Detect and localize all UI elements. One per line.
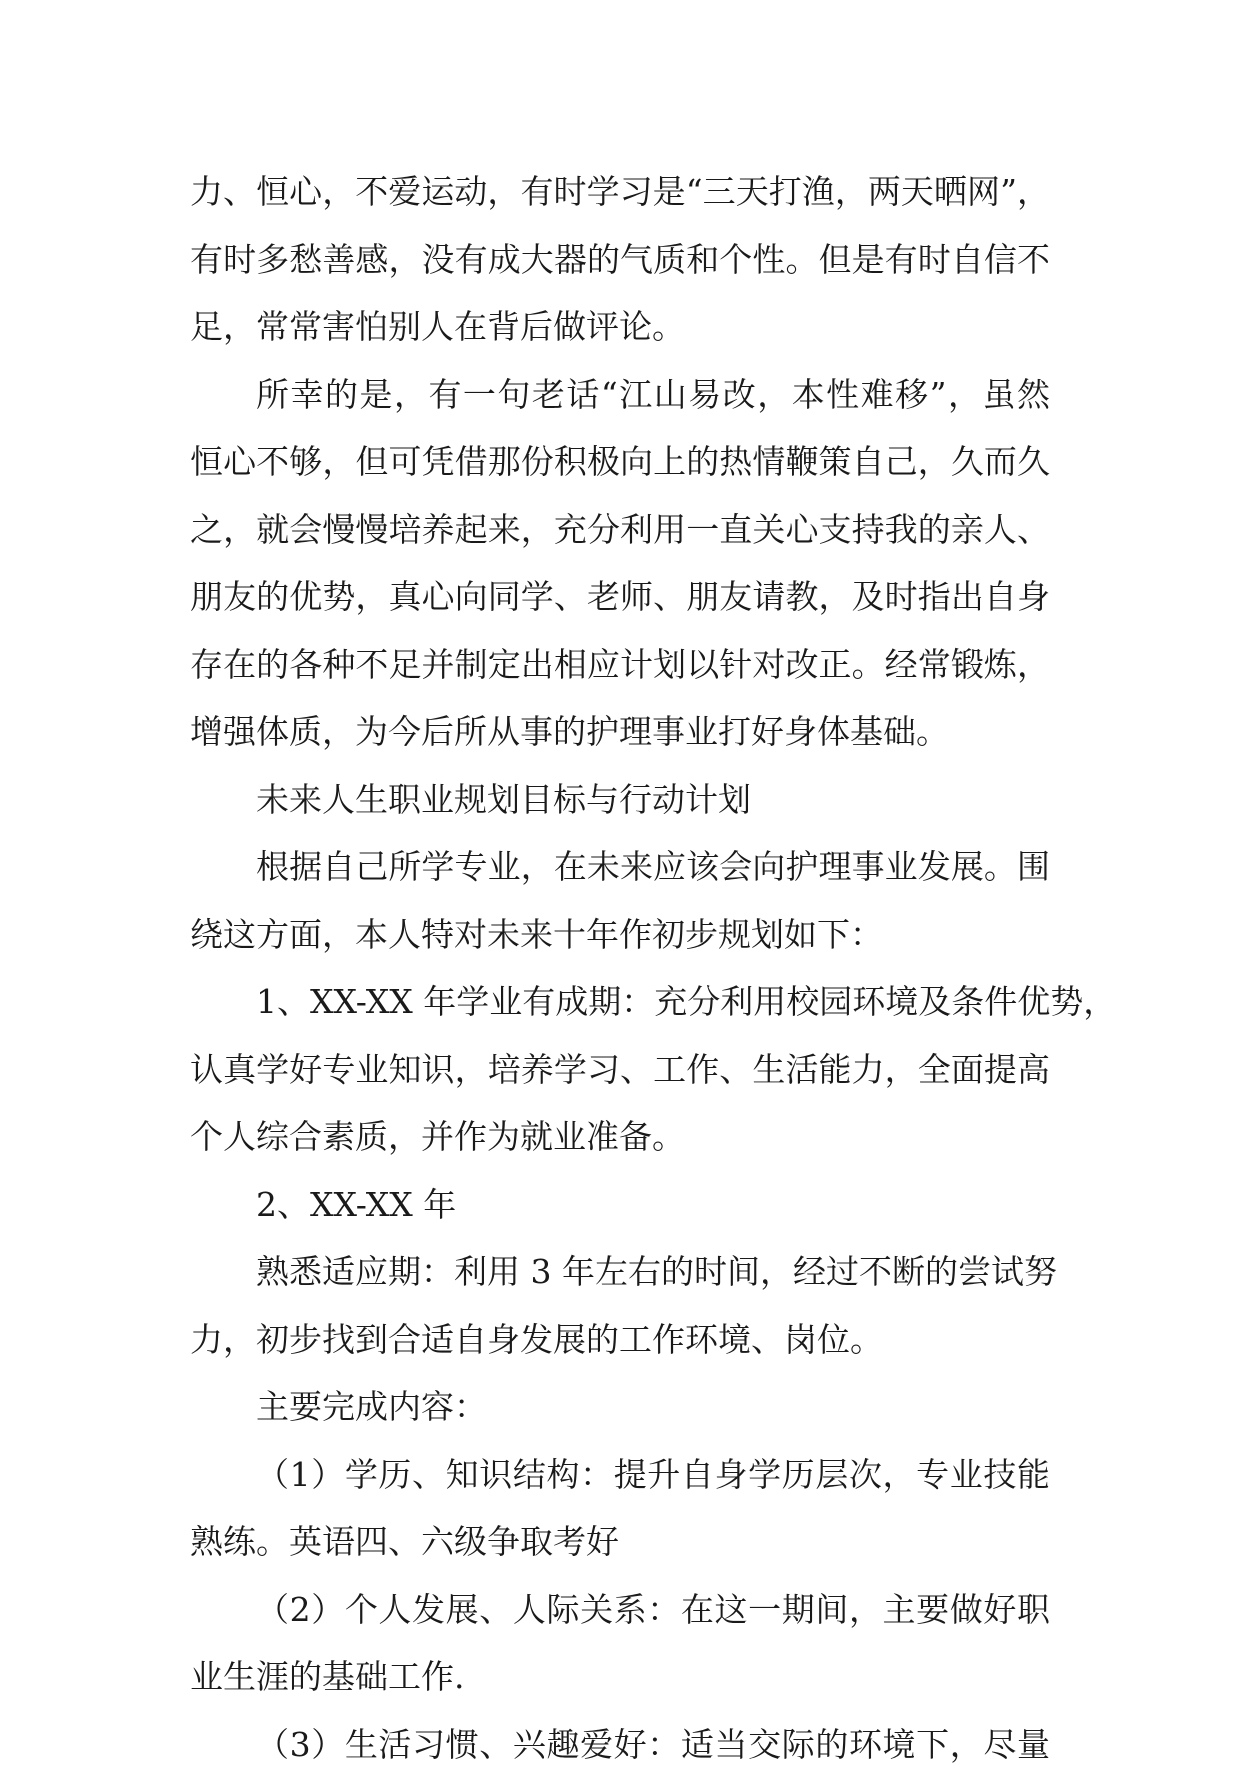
text-line: 2、XX-XX 年 — [190, 1171, 1050, 1239]
text-line: 未来人生职业规划目标与行动计划 — [190, 766, 1050, 834]
text-line: 根据自己所学专业，在未来应该会向护理事业发展。围 — [190, 833, 1050, 901]
text-line: 所幸的是，有一句老话“江山易改，本性难移”，虽然 — [190, 361, 1050, 429]
text-line: 1、XX-XX 年学业有成期：充分利用校园环境及条件优势， — [190, 968, 1050, 1036]
text-line: （1）学历、知识结构：提升自身学历层次，专业技能 — [190, 1441, 1050, 1509]
text-line: 恒心不够，但可凭借那份积极向上的热情鞭策自己，久而久 — [190, 428, 1050, 496]
text-line: 绕这方面，本人特对未来十年作初步规划如下： — [190, 901, 1050, 969]
text-line: 认真学好专业知识，培养学习、工作、生活能力，全面提高 — [190, 1036, 1050, 1104]
text-line: 存在的各种不足并制定出相应计划以针对改正。经常锻炼， — [190, 631, 1050, 699]
text-line: （2）个人发展、人际关系：在这一期间，主要做好职 — [190, 1576, 1050, 1644]
text-line: 熟悉适应期：利用 3 年左右的时间，经过不断的尝试努 — [190, 1238, 1050, 1306]
text-line: 主要完成内容： — [190, 1373, 1050, 1441]
text-line: 增强体质，为今后所从事的护理事业打好身体基础。 — [190, 698, 1050, 766]
text-line: 足，常常害怕别人在背后做评论。 — [190, 293, 1050, 361]
text-line: 之，就会慢慢培养起来，充分利用一直关心支持我的亲人、 — [190, 496, 1050, 564]
text-line: 业生涯的基础工作. — [190, 1643, 1050, 1711]
text-line: 朋友的优势，真心向同学、老师、朋友请教，及时指出自身 — [190, 563, 1050, 631]
text-line: 有时多愁善感，没有成大器的气质和个性。但是有时自信不 — [190, 226, 1050, 294]
text-line: （3）生活习惯、兴趣爱好：适当交际的环境下，尽量 — [190, 1711, 1050, 1778]
text-line: 个人综合素质，并作为就业准备。 — [190, 1103, 1050, 1171]
document-body — [190, 158, 1050, 1778]
text-line: 熟练。英语四、六级争取考好 — [190, 1508, 1050, 1576]
text-line: 力，初步找到合适自身发展的工作环境、岗位。 — [190, 1306, 1050, 1374]
text-line: 力、恒心，不爱运动，有时学习是“三天打渔，两天晒网”， — [190, 158, 1050, 226]
